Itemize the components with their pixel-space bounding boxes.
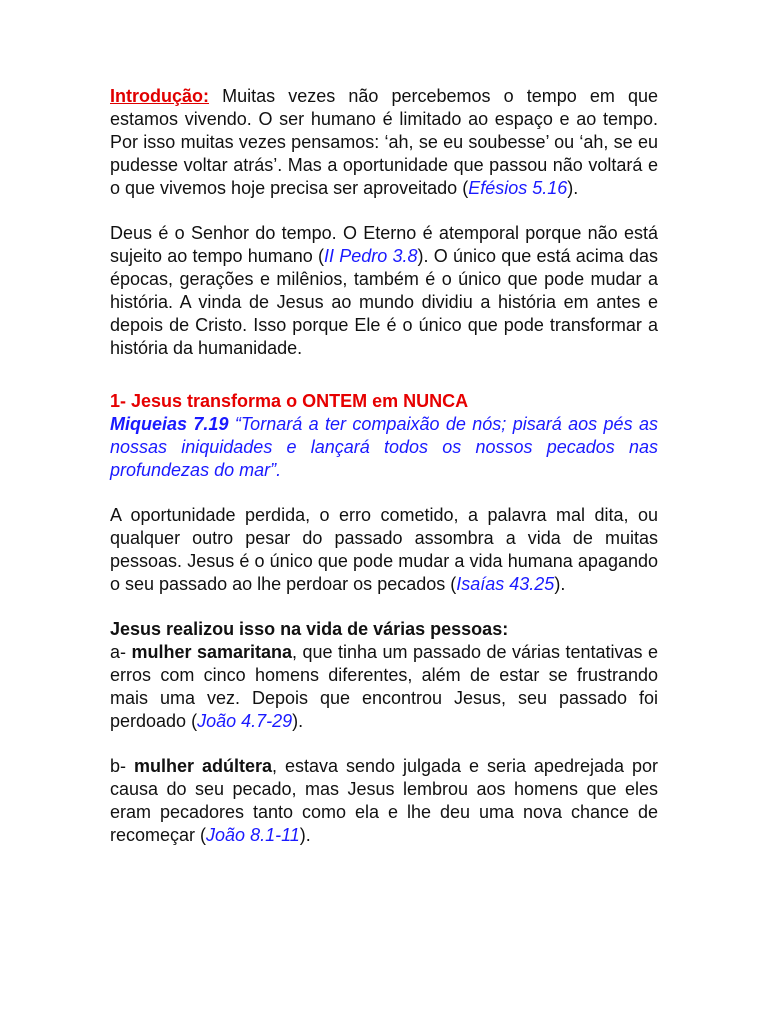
list-item-a-bold: mulher samaritana [131,642,293,662]
ref-joao-8: João 8.1-11 [206,825,300,845]
ref-joao-4: João 4.7-29 [197,711,293,731]
intro-text-end: ). [567,178,579,198]
past-paragraph [110,504,658,596]
list-item-a-prefix: a- [110,642,132,662]
ref-isaias: Isaías 43.25 [456,574,555,594]
list-heading: Jesus realizou isso na vida de várias pessoas: [110,619,509,639]
section1-verse [110,413,658,482]
verse-ref-miqueias: Miqueias 7.19 [110,414,229,434]
document-page [110,85,658,847]
list-item-b-text-end: ). [299,825,311,845]
intro-label: Introdução: [110,86,209,106]
ref-efesios: Efésios 5.16 [468,178,568,198]
list-item-b-text-start: , estava sendo julgada e seria apedrejada por causa do seu pecado, mas Jesus lembrou aos homens que eles eram pecadores tanto como ela e lhe deu uma nova chance de recomeçar ( [110,756,658,845]
ref-pedro: II Pedro 3.8 [324,246,418,266]
god-time-paragraph [110,222,658,360]
list-item-b-bold: mulher adúltera [133,756,272,776]
para3-text-start: A oportunidade perdida, o erro cometido, a palavra mal dita, ou qualquer outro pesar do passado assombra a vida de muitas pessoas. Jesus é o único que pode mudar a vida humana apagando o seu passado ao lhe perdoar os pecados ( [110,505,658,594]
list-item-a [110,641,658,733]
list-item-a-text-end: ). [292,711,304,731]
para2-text-end: ). O único que está acima das épocas, gerações e milênios, também é o único que pode mudar a história. A vinda de Jesus ao mundo dividiu a história em antes e depois de Cristo. Isso porque Ele é o único que pode transformar a história da humanidade. [110,246,659,358]
para2-text-start: Deus é o Senhor do tempo. O Eterno é atemporal porque não está sujeito ao tempo humano ( [110,223,658,266]
intro-text-start: Muitas vezes não percebemos o tempo em que estamos vivendo. O ser humano é limitado ao espaço e ao tempo. Por isso muitas vezes pensamos: ‘ah, se eu soubesse’ ou ‘ah, se eu pudesse voltar atrás’. Mas a oportunidade que passou não voltará e o que vivemos hoje precisa ser aproveitado ( [110,86,658,198]
para3-text-end: ). [554,574,566,594]
section1-heading: 1- Jesus transforma o ONTEM em NUNCA [110,391,469,411]
verse-text: “Tornará a ter compaixão de nós; pisará aos pés as nossas iniquidades e lançará todos os nossos pecados nas profundezas do mar”. [110,414,658,480]
intro-paragraph [110,85,658,200]
list-item-b-prefix: b- [110,756,134,776]
list-item-a-text-start: , que tinha um passado de várias tentativas e erros com cinco homens diferentes, além de estar se frustrando mais uma vez. Depois que encontrou Jesus, seu passado foi perdoado ( [110,642,658,731]
list-item-b [110,755,658,847]
